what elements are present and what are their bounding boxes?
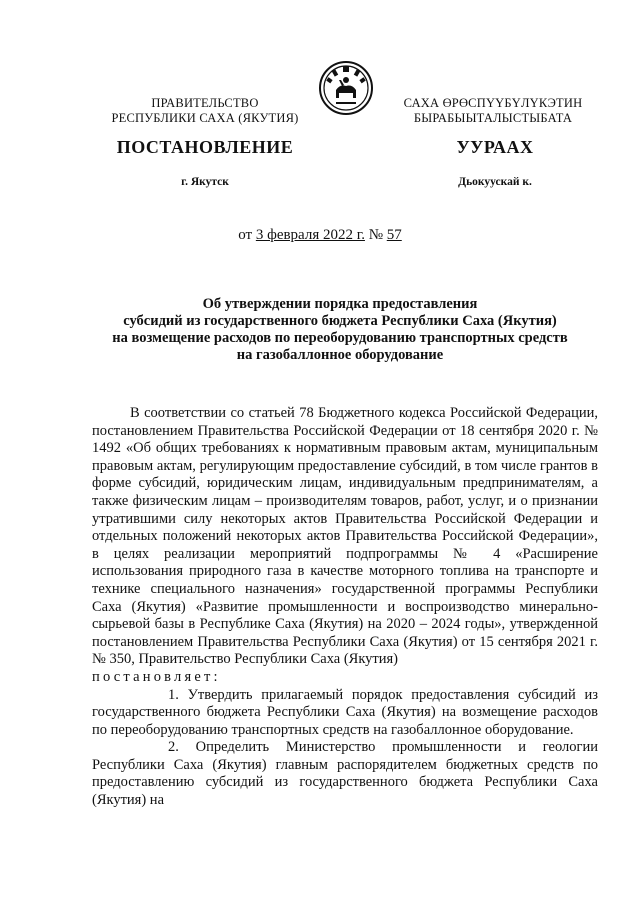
org-line: ПРАВИТЕЛЬСТВО <box>151 96 259 110</box>
decree-number: 57 <box>386 227 402 243</box>
decree-word-line <box>92 669 598 687</box>
intro-paragraph: В соответствии со статьей 78 Бюджетного кодекса Российской Федерации, постановлением Правительства Российской Федерации от 18 сентября 2020 г. № 1492 «Об общих требованиях к нормативным правовым актам, муниципальным правовым актам, регулирующим предоставление субсидий, в том числе грантов в форме субсидий, юридическим лицам, индивидуальным предпринимателям, а также физическим лицам – производителям товаров, работ, услуг, и о признании утратившими силу некоторых актов Правительства Российской Федерации и отдельных положений некоторых актов Правительства Российской Федерации», в целях реализации мероприятий подпрограммы № 4 «Расширение использования природного газа в качестве моторного топлива на транспорте и технике специального назначения» государственной программы Республики Саха (Якутия) «Развитие промышленности и воспроизводство минерально-сырьевой базы в Республике Саха (Якутия) на 2020 – 2024 годы», утвержденной постановлением Правительства Республики Саха (Якутия) от 15 сентября 2021 г. № 350, Правительство Республики Саха (Якутия) <box>92 405 598 668</box>
city-russian: г. Якутск <box>181 176 229 188</box>
org-line: РЕСПУБЛИКИ САХА (ЯКУТИЯ) <box>111 111 299 125</box>
coat-of-arms-icon <box>318 60 374 116</box>
document-title <box>80 296 600 364</box>
org-line: САХА ӨРӨСПҮҮБҮЛҮКЭТИН <box>403 96 583 110</box>
item-1-paragraph <box>92 687 598 740</box>
doc-type-russian: ПОСТАНОВЛЕНИЕ <box>116 137 294 157</box>
org-name-yakut <box>388 96 598 126</box>
decree-date: 3 февраля 2022 г. <box>255 227 365 243</box>
item-1-number: 1. <box>168 686 179 703</box>
doc-type-yakut: УУРААХ <box>456 137 534 157</box>
item-1-text: Утвердить прилагаемый порядок предоставления субсидий из государственного бюджета Республики Саха (Якутия) на возмещение расходов по переоборудованию транспортных средств на газобаллонное оборудование. <box>92 686 599 738</box>
org-name-russian <box>100 96 310 126</box>
city-yakut: Дьокуускай к. <box>458 176 532 188</box>
title-line: на газобаллонное оборудование <box>236 347 444 363</box>
decree-word: постановляет: <box>92 668 221 685</box>
document-body <box>92 405 598 810</box>
title-line: субсидий из государственного бюджета Республики Саха (Якутия) <box>123 313 557 329</box>
date-number-line <box>0 227 640 244</box>
date-prefix: от <box>238 227 253 243</box>
item-2-number: 2. <box>168 739 179 756</box>
org-line: БЫРАБЫЫТАЛЫСТЫБАТА <box>413 111 573 125</box>
title-line: Об утверждении порядка предоставления <box>202 296 478 312</box>
item-2-text: Определить Министерство промышленности и геологии Республики Саха (Якутия) главным распорядителем бюджетных средств по предоставлению субсидий из государственного бюджета Республики Саха (Якутия) на <box>92 739 599 809</box>
title-line: на возмещение расходов по переоборудованию транспортных средств <box>112 330 568 346</box>
item-2-paragraph <box>92 739 598 809</box>
number-sign: № <box>368 227 384 243</box>
